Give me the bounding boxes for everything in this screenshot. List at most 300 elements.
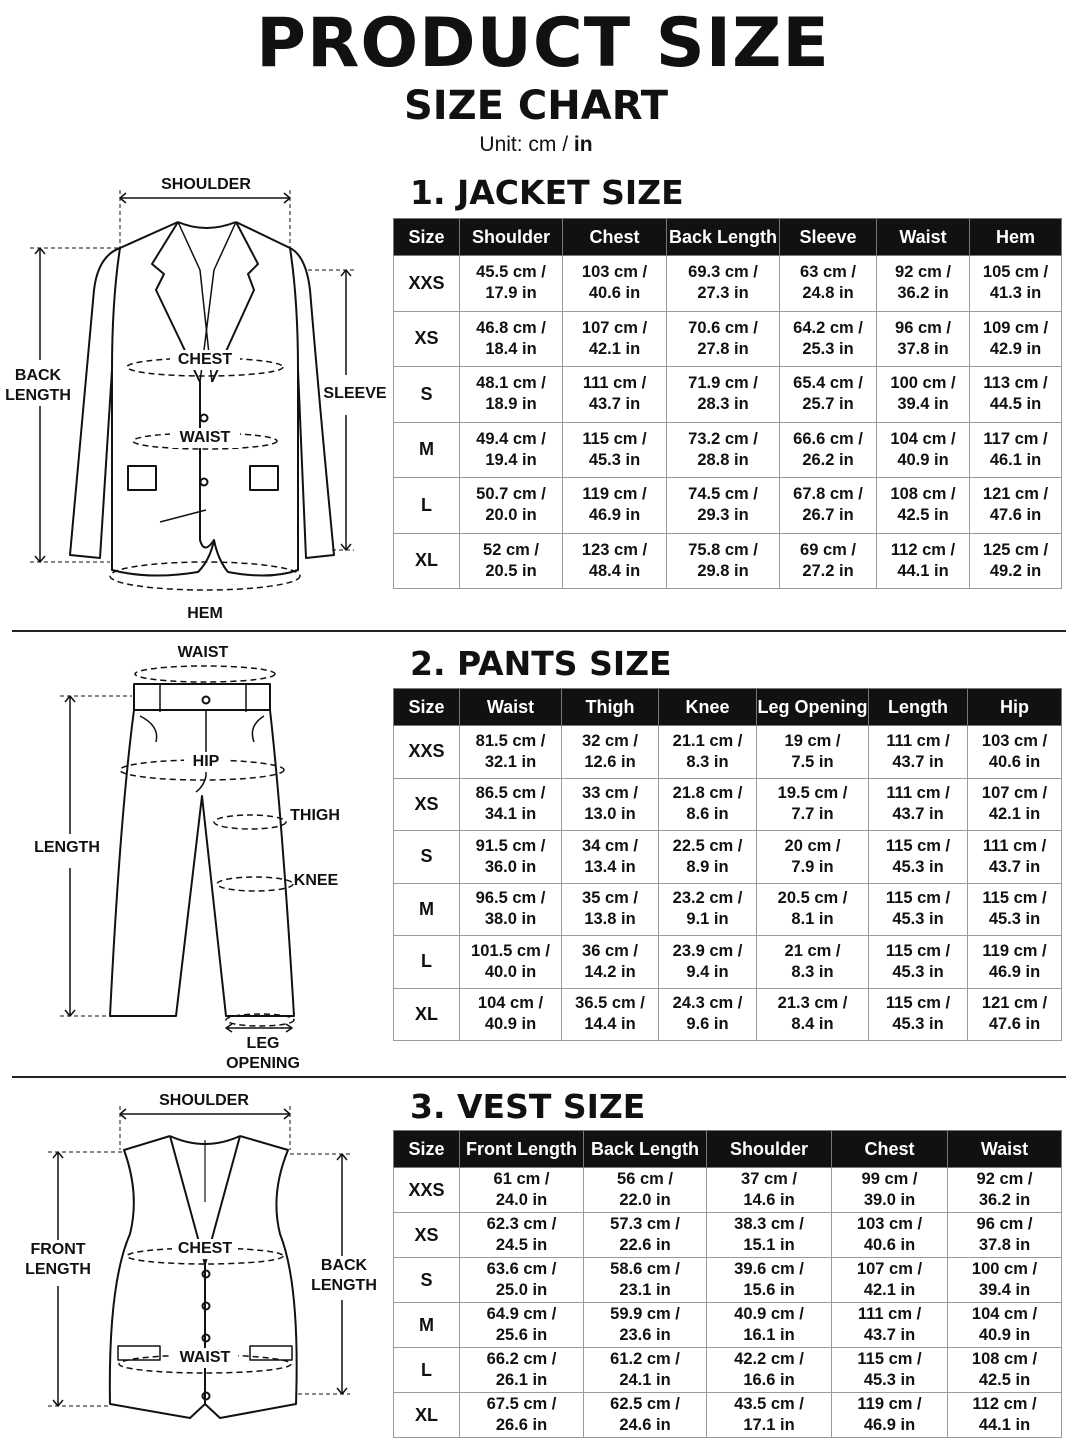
cm-value: 62.5 cm / [610, 1395, 680, 1413]
measurement-cell [757, 831, 869, 884]
in-value: 15.1 in [743, 1236, 795, 1254]
measurement-cell [970, 478, 1062, 534]
cm-value: 103 cm / [981, 731, 1048, 750]
cm-value: 40.9 cm / [734, 1305, 804, 1323]
jacket-label-waist: WAIST [170, 428, 240, 448]
cm-value: 42.2 cm / [734, 1350, 804, 1368]
cm-value: 50.7 cm / [476, 485, 546, 504]
pants-label-waist: WAIST [177, 644, 229, 661]
measurement-cell [667, 478, 780, 534]
jacket-col-header: Size [394, 219, 460, 256]
cm-value: 69 cm / [800, 540, 856, 559]
in-value: 9.6 in [686, 1015, 729, 1034]
cm-value: 43.5 cm / [734, 1395, 804, 1413]
measurement-cell [869, 988, 968, 1041]
in-value: 40.6 in [863, 1236, 916, 1254]
jacket-section-title: 1. JACKET SIZE [410, 173, 684, 212]
measurement-cell [948, 1258, 1062, 1303]
in-value: 40.6 in [588, 284, 641, 303]
cm-value: 45.5 cm / [476, 263, 546, 282]
page-title: PRODUCT SIZE [256, 4, 830, 83]
in-value: 39.4 in [978, 1281, 1031, 1299]
cm-value: 23.2 cm / [672, 889, 743, 908]
cm-value: 115 cm / [885, 941, 951, 960]
cm-value: 56 cm / [617, 1170, 673, 1188]
in-value: 45.3 in [892, 857, 944, 876]
jacket-label-sleeve: SLEEVE [323, 385, 387, 402]
measurement-cell [460, 311, 563, 367]
table-row [394, 1393, 1062, 1438]
measurement-cell [563, 367, 667, 423]
in-value: 17.1 in [743, 1416, 795, 1434]
cm-value: 107 cm / [856, 1260, 923, 1278]
measurement-cell [562, 778, 659, 831]
in-value: 43.7 in [588, 395, 641, 414]
in-value: 42.1 in [988, 805, 1041, 824]
in-value: 45.3 in [863, 1371, 916, 1389]
measurement-cell [460, 1303, 584, 1348]
in-value: 25.3 in [802, 339, 854, 358]
cm-value: 125 cm / [982, 540, 1049, 559]
in-value: 27.2 in [802, 561, 854, 580]
in-value: 42.5 in [978, 1371, 1031, 1389]
pants-table-header [394, 689, 1062, 726]
measurement-cell [460, 1168, 584, 1213]
cm-value: 49.4 cm / [476, 429, 546, 448]
in-value: 42.1 in [588, 339, 641, 358]
cm-value: 33 cm / [582, 784, 638, 803]
measurement-cell [877, 533, 970, 589]
measurement-cell [659, 726, 757, 779]
measurement-cell [460, 478, 563, 534]
cm-value: 115 cm / [857, 1350, 922, 1368]
cm-value: 99 cm / [861, 1170, 918, 1188]
measurement-cell [460, 1348, 584, 1393]
cm-value: 112 cm / [890, 540, 956, 559]
in-value: 36.0 in [484, 857, 537, 876]
cm-value: 105 cm / [982, 263, 1049, 282]
in-value: 46.1 in [989, 450, 1042, 469]
in-value: 45.3 in [892, 910, 944, 929]
measurement-cell [832, 1168, 948, 1213]
measurement-cell [968, 936, 1062, 989]
size-cell: L [394, 936, 460, 989]
pants-col-header: Waist [460, 689, 562, 726]
vest-size-table [393, 1130, 1062, 1438]
in-value: 23.1 in [619, 1281, 671, 1299]
table-row [394, 367, 1062, 423]
cm-value: 111 cm / [886, 731, 950, 750]
in-value: 36.2 in [897, 284, 949, 303]
cm-value: 108 cm / [971, 1350, 1038, 1368]
measurement-cell [584, 1348, 707, 1393]
in-value: 7.5 in [791, 752, 834, 771]
cm-value: 96.5 cm / [475, 889, 546, 908]
measurement-cell [659, 936, 757, 989]
in-value: 44.1 in [897, 561, 949, 580]
measurement-cell [968, 988, 1062, 1041]
measurement-cell [869, 936, 968, 989]
measurement-cell [757, 936, 869, 989]
cm-value: 46.8 cm / [476, 318, 546, 337]
page-subtitle: SIZE CHART [403, 83, 669, 129]
cm-value: 63 cm / [800, 263, 856, 282]
measurement-cell [970, 367, 1062, 423]
cm-value: 32 cm / [582, 731, 638, 750]
cm-value: 111 cm / [857, 1305, 922, 1323]
measurement-cell [563, 422, 667, 478]
measurement-cell [877, 256, 970, 312]
in-value: 45.3 in [988, 910, 1041, 929]
vest-illustration [0, 1084, 390, 1444]
jacket-col-header: Sleeve [780, 219, 877, 256]
vest-table-body [394, 1168, 1062, 1438]
cm-value: 108 cm / [890, 485, 956, 504]
measurement-cell [968, 778, 1062, 831]
cm-value: 104 cm / [890, 429, 956, 448]
measurement-cell [780, 478, 877, 534]
in-value: 40.6 in [988, 752, 1041, 771]
measurement-cell [948, 1348, 1062, 1393]
cm-value: 100 cm / [890, 374, 956, 393]
table-row [394, 256, 1062, 312]
measurement-cell [948, 1393, 1062, 1438]
cm-value: 74.5 cm / [688, 485, 758, 504]
measurement-cell [460, 1258, 584, 1303]
pants-label-leg-opening: LEG OPENING [226, 1035, 300, 1072]
in-value: 19.4 in [485, 450, 537, 469]
in-value: 42.9 in [989, 339, 1042, 358]
measurement-cell [832, 1303, 948, 1348]
size-cell: XS [394, 311, 460, 367]
measurement-cell [968, 831, 1062, 884]
in-value: 7.9 in [791, 857, 834, 876]
measurement-cell [659, 883, 757, 936]
measurement-cell [667, 422, 780, 478]
cm-value: 103 cm / [856, 1215, 923, 1233]
cm-value: 61.2 cm / [610, 1350, 680, 1368]
in-value: 44.1 in [978, 1416, 1031, 1434]
measurement-cell [832, 1348, 948, 1393]
in-value: 46.9 in [863, 1416, 916, 1434]
measurement-cell [869, 831, 968, 884]
jacket-label-back-length: BACK LENGTH [0, 366, 76, 406]
in-value: 8.9 in [686, 857, 729, 876]
in-value: 14.6 in [743, 1191, 795, 1209]
measurement-cell [584, 1258, 707, 1303]
measurement-cell [667, 367, 780, 423]
in-value: 9.4 in [686, 962, 729, 981]
in-value: 28.8 in [697, 450, 749, 469]
cm-value: 19.5 cm / [777, 784, 848, 803]
measurement-cell [707, 1303, 832, 1348]
cm-value: 21.3 cm / [777, 994, 848, 1013]
in-value: 29.8 in [697, 561, 749, 580]
size-cell: L [394, 478, 460, 534]
cm-value: 104 cm / [477, 994, 544, 1013]
measurement-cell [780, 256, 877, 312]
cm-value: 121 cm / [981, 994, 1048, 1013]
in-value: 16.1 in [743, 1326, 795, 1344]
pants-section-title: 2. PANTS SIZE [410, 644, 672, 683]
jacket-label-shoulder: SHOULDER [161, 176, 251, 193]
measurement-cell [460, 422, 563, 478]
table-row [394, 1303, 1062, 1348]
cm-value: 21 cm / [784, 941, 841, 960]
measurement-cell [832, 1213, 948, 1258]
in-value: 41.3 in [989, 284, 1042, 303]
cm-value: 19 cm / [784, 731, 841, 750]
pants-col-header: Knee [659, 689, 757, 726]
in-value: 8.3 in [791, 962, 834, 981]
cm-value: 22.5 cm / [672, 836, 743, 855]
measurement-cell [780, 367, 877, 423]
vest-label-chest: CHEST [172, 1239, 238, 1259]
vest-col-header: Size [394, 1131, 460, 1168]
table-row [394, 936, 1062, 989]
pants-size-table [393, 688, 1062, 1041]
vest-col-header: Back Length [584, 1131, 707, 1168]
cm-value: 62.3 cm / [486, 1215, 557, 1233]
in-value: 46.9 in [988, 962, 1041, 981]
cm-value: 107 cm / [581, 318, 648, 337]
cm-value: 104 cm / [971, 1305, 1038, 1323]
measurement-cell [659, 778, 757, 831]
table-row [394, 1258, 1062, 1303]
measurement-cell [877, 367, 970, 423]
measurement-cell [757, 778, 869, 831]
measurement-cell [968, 726, 1062, 779]
cm-value: 52 cm / [483, 540, 539, 559]
table-row [394, 883, 1062, 936]
pants-table-body [394, 726, 1062, 1041]
cm-value: 96 cm / [895, 318, 951, 337]
measurement-cell [832, 1258, 948, 1303]
measurement-cell [460, 1213, 584, 1258]
cm-value: 57.3 cm / [610, 1215, 680, 1233]
table-row [394, 1213, 1062, 1258]
vest-label-back-length: BACK LENGTH [306, 1256, 382, 1296]
measurement-cell [460, 367, 563, 423]
cm-value: 96 cm / [976, 1215, 1033, 1233]
pants-col-header: Hip [968, 689, 1062, 726]
in-value: 27.8 in [697, 339, 749, 358]
table-row [394, 778, 1062, 831]
jacket-illustration [0, 160, 390, 630]
cm-value: 61 cm / [493, 1170, 550, 1188]
measurement-cell [780, 533, 877, 589]
measurement-cell [970, 311, 1062, 367]
in-value: 22.6 in [619, 1236, 671, 1254]
measurement-cell [948, 1303, 1062, 1348]
in-value: 37.8 in [978, 1236, 1031, 1254]
table-row [394, 422, 1062, 478]
cm-value: 21.8 cm / [672, 784, 743, 803]
in-value: 43.7 in [988, 857, 1041, 876]
cm-value: 111 cm / [582, 374, 647, 393]
measurement-cell [832, 1393, 948, 1438]
size-cell: S [394, 831, 460, 884]
cm-value: 107 cm / [981, 784, 1048, 803]
measurement-cell [667, 533, 780, 589]
in-value: 37.8 in [897, 339, 949, 358]
measurement-cell [562, 883, 659, 936]
in-value: 26.6 in [495, 1416, 548, 1434]
cm-value: 73.2 cm / [688, 429, 758, 448]
cm-value: 39.6 cm / [734, 1260, 804, 1278]
cm-value: 59.9 cm / [610, 1305, 680, 1323]
size-cell: XS [394, 778, 460, 831]
measurement-cell [948, 1168, 1062, 1213]
measurement-cell [757, 988, 869, 1041]
in-value: 9.1 in [686, 910, 729, 929]
measurement-cell [460, 883, 562, 936]
measurement-cell [584, 1168, 707, 1213]
cm-value: 70.6 cm / [688, 318, 758, 337]
measurement-cell [563, 478, 667, 534]
in-value: 40.9 in [897, 450, 949, 469]
size-cell: XXS [394, 1168, 460, 1213]
in-value: 8.4 in [791, 1015, 834, 1034]
in-value: 24.8 in [802, 284, 854, 303]
cm-value: 37 cm / [741, 1170, 797, 1188]
in-value: 39.4 in [897, 395, 949, 414]
in-value: 42.1 in [863, 1281, 916, 1299]
size-cell: M [394, 422, 460, 478]
in-value: 20.0 in [485, 506, 537, 525]
in-value: 47.6 in [989, 506, 1042, 525]
measurement-cell [667, 256, 780, 312]
in-value: 18.4 in [485, 339, 537, 358]
measurement-cell [757, 726, 869, 779]
in-value: 40.9 in [978, 1326, 1031, 1344]
measurement-cell [757, 883, 869, 936]
table-row [394, 988, 1062, 1041]
measurement-cell [460, 256, 563, 312]
jacket-col-header: Chest [563, 219, 667, 256]
cm-value: 117 cm / [983, 429, 1048, 448]
jacket-label-hem: HEM [187, 605, 223, 622]
cm-value: 113 cm / [983, 374, 1048, 393]
measurement-cell [460, 726, 562, 779]
cm-value: 21.1 cm / [672, 731, 743, 750]
table-row [394, 726, 1062, 779]
measurement-cell [584, 1303, 707, 1348]
cm-value: 121 cm / [982, 485, 1049, 504]
measurement-cell [970, 533, 1062, 589]
in-value: 36.2 in [978, 1191, 1031, 1209]
in-value: 24.6 in [619, 1416, 671, 1434]
unit-line [0, 131, 1072, 159]
in-value: 40.0 in [484, 962, 537, 981]
cm-value: 35 cm / [582, 889, 638, 908]
pants-label-knee: KNEE [293, 872, 339, 889]
in-value: 43.7 in [892, 805, 944, 824]
in-value: 14.4 in [584, 1015, 636, 1034]
vest-section-title: 3. VEST SIZE [410, 1087, 646, 1126]
measurement-cell [970, 256, 1062, 312]
measurement-cell [707, 1258, 832, 1303]
measurement-cell [869, 726, 968, 779]
cm-value: 91.5 cm / [475, 836, 546, 855]
vest-label-shoulder: SHOULDER [159, 1092, 249, 1109]
in-value: 39.0 in [863, 1191, 916, 1209]
in-value: 26.2 in [802, 450, 854, 469]
measurement-cell [584, 1213, 707, 1258]
vest-col-header: Front Length [460, 1131, 584, 1168]
size-cell: M [394, 883, 460, 936]
in-value: 23.6 in [619, 1326, 671, 1344]
jacket-table-header [394, 219, 1062, 256]
in-value: 27.3 in [697, 284, 749, 303]
cm-value: 115 cm / [582, 429, 647, 448]
cm-value: 100 cm / [971, 1260, 1038, 1278]
measurement-cell [659, 988, 757, 1041]
measurement-cell [460, 1393, 584, 1438]
cm-value: 111 cm / [982, 836, 1047, 855]
cm-value: 115 cm / [885, 889, 951, 908]
measurement-cell [877, 422, 970, 478]
measurement-cell [563, 311, 667, 367]
in-value: 25.6 in [495, 1326, 548, 1344]
cm-value: 75.8 cm / [688, 540, 758, 559]
in-value: 20.5 in [485, 561, 537, 580]
pants-label-length: LENGTH [30, 838, 104, 858]
cm-value: 112 cm / [972, 1395, 1037, 1413]
measurement-cell [707, 1348, 832, 1393]
measurement-cell [707, 1168, 832, 1213]
cm-value: 123 cm / [581, 540, 648, 559]
jacket-col-header: Back Length [667, 219, 780, 256]
unit-prefix: Unit: cm / [479, 133, 574, 156]
in-value: 13.4 in [584, 857, 636, 876]
measurement-cell [667, 311, 780, 367]
cm-value: 36.5 cm / [575, 994, 645, 1013]
measurement-cell [563, 256, 667, 312]
cm-value: 23.9 cm / [672, 941, 743, 960]
in-value: 25.0 in [495, 1281, 548, 1299]
measurement-cell [869, 778, 968, 831]
in-value: 46.9 in [588, 506, 641, 525]
cm-value: 71.9 cm / [688, 374, 758, 393]
cm-value: 66.6 cm / [793, 429, 863, 448]
table-row [394, 478, 1062, 534]
cm-value: 92 cm / [976, 1170, 1033, 1188]
in-value: 24.1 in [619, 1371, 671, 1389]
cm-value: 36 cm / [582, 941, 638, 960]
cm-value: 109 cm / [982, 318, 1049, 337]
vest-col-header: Waist [948, 1131, 1062, 1168]
cm-value: 66.2 cm / [486, 1350, 557, 1368]
cm-value: 92 cm / [895, 263, 951, 282]
in-value: 8.3 in [686, 752, 729, 771]
jacket-label-chest: CHEST [170, 350, 240, 370]
in-value: 12.6 in [584, 752, 636, 771]
in-value: 47.6 in [988, 1015, 1041, 1034]
measurement-cell [460, 936, 562, 989]
jacket-size-table [393, 218, 1062, 589]
measurement-cell [562, 936, 659, 989]
measurement-cell [877, 311, 970, 367]
in-value: 13.8 in [584, 910, 636, 929]
measurement-cell [780, 311, 877, 367]
cm-value: 64.9 cm / [486, 1305, 557, 1323]
in-value: 22.0 in [619, 1191, 671, 1209]
cm-value: 103 cm / [581, 263, 648, 282]
size-cell: XXS [394, 256, 460, 312]
in-value: 38.0 in [484, 910, 537, 929]
cm-value: 24.3 cm / [672, 994, 743, 1013]
